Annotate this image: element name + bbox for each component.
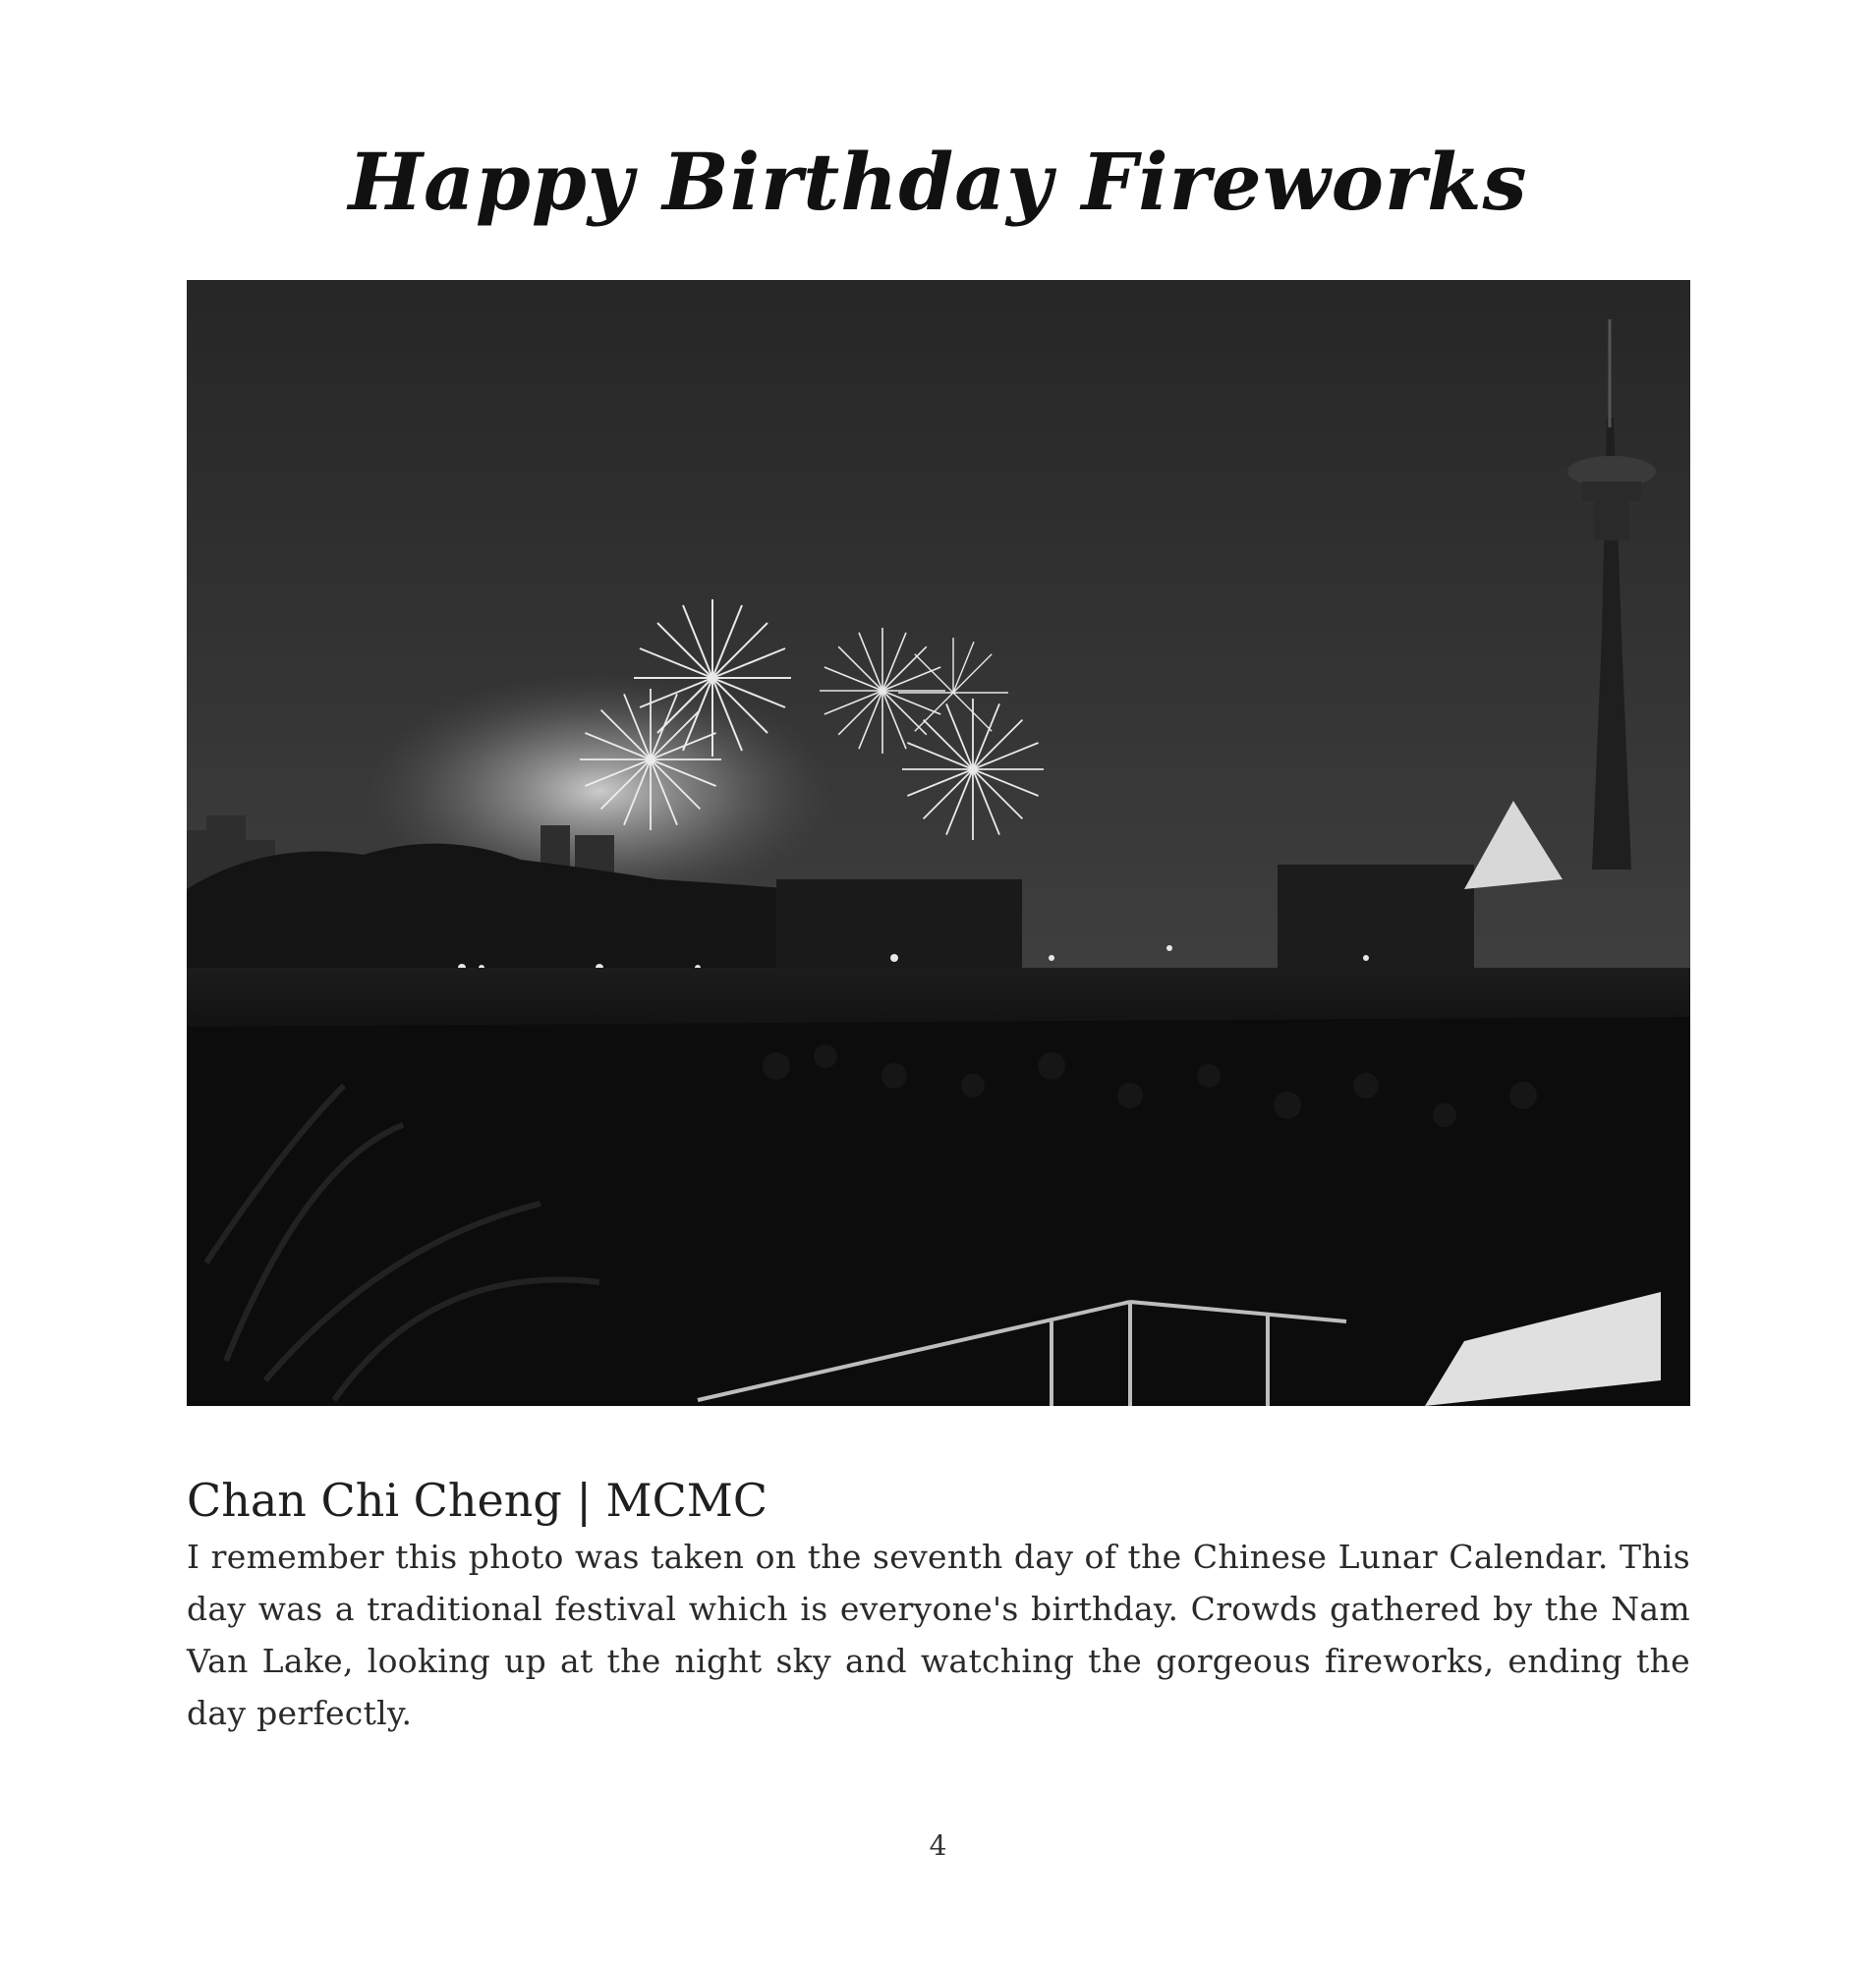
fireworks-photo <box>187 280 1690 1406</box>
page-title: Happy Birthday Fireworks <box>348 136 1528 228</box>
body-paragraph: I remember this photo was taken on the seventh day of the Chinese Lunar Calendar. This day was a traditional festival which is everyone's birthday. Crowds gathered by the Nam Van Lake, looking up at the night sky and watching the gorgeous fireworks, ending the day perfectly. <box>187 1538 1690 1732</box>
author-credit: Chan Chi Cheng | MCMC <box>187 1474 768 1527</box>
page-number: 4 <box>929 1829 947 1862</box>
